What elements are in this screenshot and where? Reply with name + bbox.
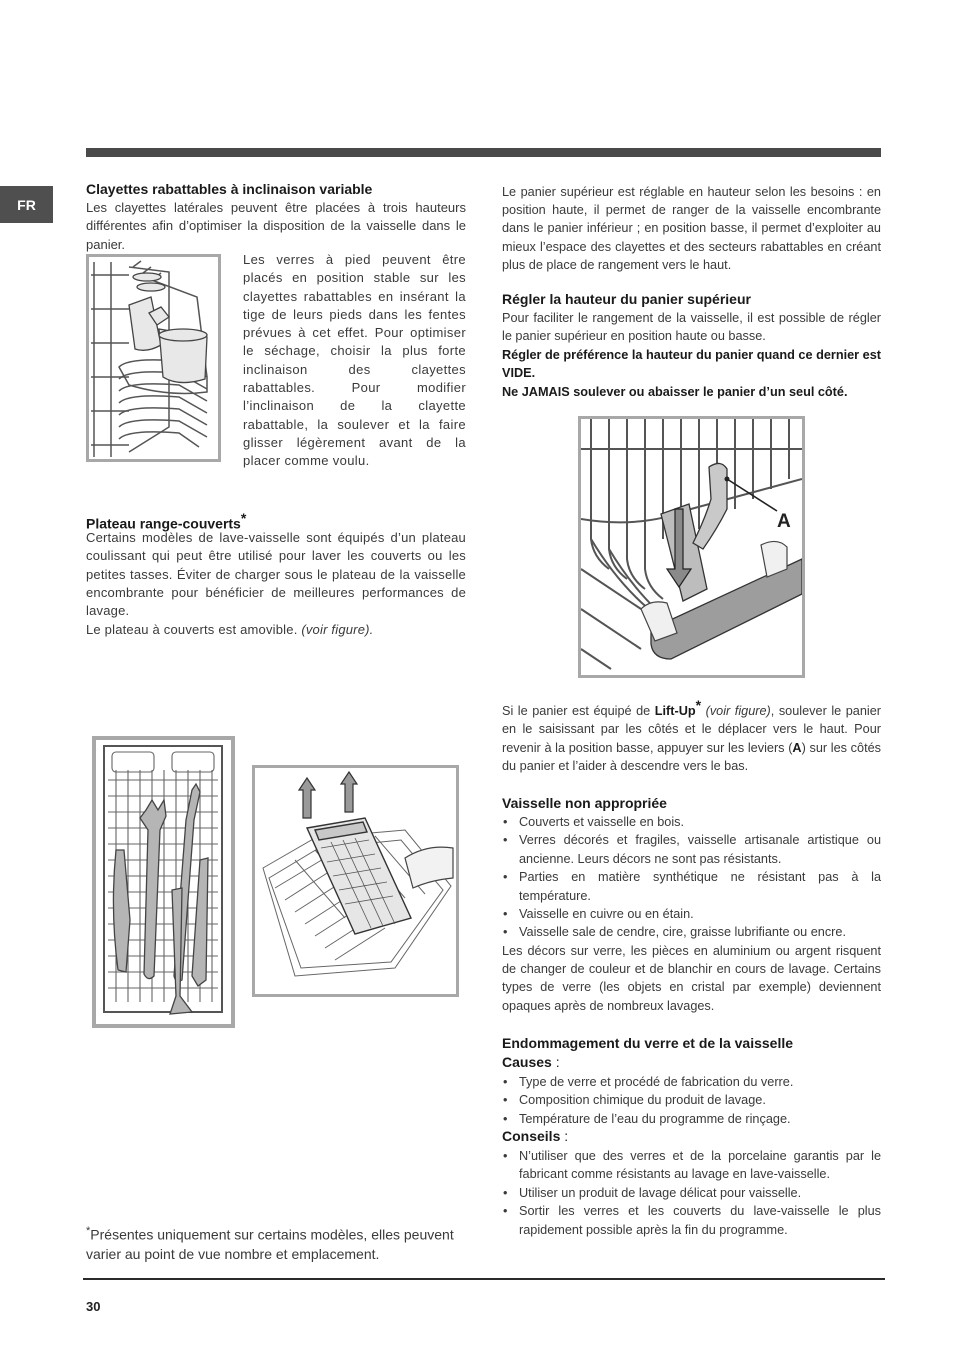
page-number: 30	[86, 1299, 101, 1314]
lift-up-drawing	[581, 419, 802, 675]
plateau-title-asterisk: *	[240, 510, 247, 526]
plateau-removable-ref: (voir figure).	[301, 622, 374, 637]
plateau-removable-text: Le plateau à couverts est amovible.	[86, 622, 298, 637]
tray-removal-drawing	[255, 768, 456, 994]
section-title-endommagement: Endommagement du verre et de la vaisselle	[502, 1035, 794, 1051]
conseils-colon: :	[560, 1128, 569, 1144]
section-title-hauteur: Régler la hauteur du panier supérieur	[502, 291, 751, 307]
figure-lift-up	[578, 416, 805, 678]
footnote-text: Présentes uniquement sur certains modèles, elles peuvent varier au point de vue nombre et emplacement.	[86, 1226, 454, 1262]
list-item: • Sortir les verres et les couverts du lave-vaisselle le plus rapidement possible après la fin du programme.	[502, 1202, 881, 1239]
causes-list	[502, 1073, 881, 1128]
list-item: • Vaisselle sale de cendre, cire, graisse lubrifiante ou encre.	[502, 923, 881, 941]
causes-colon: :	[551, 1054, 560, 1070]
plateau-title-text: Plateau range-couverts	[86, 515, 241, 532]
figure-cutlery-tray-top	[92, 736, 235, 1028]
section-title-clayettes: Clayettes rabattables à inclinaison variable	[86, 181, 373, 197]
lift-up-mid: , soulever le panier en le saisissant par les côtés et le déplacer vers le haut. Pour revenir à la position basse, appuyer sur les leviers (	[502, 704, 881, 755]
unsuitable-list	[502, 813, 881, 942]
section-title-non-appropriee: Vaisselle non appropriée	[502, 795, 667, 811]
list-item: • Utiliser un produit de lavage délicat pour vaisselle.	[502, 1184, 881, 1202]
list-item: • Verres décorés et fragiles, vaisselle artisanale artistique ou ancienne. Leurs décors ne sont pas résistants.	[502, 831, 881, 868]
figure-fold-down-shelves	[86, 254, 221, 462]
shelf-drawing	[89, 257, 218, 459]
causes-heading	[502, 1054, 560, 1070]
plateau-body: Certains modèles de lave-vaisselle sont équipés d’un plateau coulissant qui peut être utilisé pour laver les couverts ou les petites tasses. Éviter de charger sous le plateau de la vaisselle encombrante pour bénéficier de meilleures performances de lavage.	[86, 530, 466, 619]
lift-up-ref: (voir figure)	[701, 704, 771, 719]
figure-cutlery-tray-removal	[252, 765, 459, 997]
plateau-removable	[86, 621, 466, 639]
lift-up-name: Lift-Up	[654, 704, 696, 719]
lift-up-asterisk: *	[695, 697, 702, 713]
list-item: • Composition chimique du produit de lavage.	[502, 1091, 881, 1109]
hauteur-warning-one-side: Ne JAMAIS soulever ou abaisser le panier d’un seul côté.	[502, 385, 848, 399]
lift-up-pre: Si le panier est équipé de	[502, 704, 655, 719]
hauteur-warning-empty: Régler de préférence la hauteur du panier quand ce dernier est VIDE.	[502, 348, 881, 381]
lift-up-lever-label: A	[777, 511, 791, 532]
language-tab	[0, 186, 53, 223]
conseils-heading	[502, 1128, 568, 1144]
list-item: • Type de verre et procédé de fabrication du verre.	[502, 1073, 881, 1091]
conseils-list	[502, 1147, 881, 1239]
list-item: • N’utiliser que des verres et de la porcelaine garantis par le fabricant comme résistants au lavage en lave-vaisselle.	[502, 1147, 881, 1184]
lift-up-lever-ref: A	[792, 740, 802, 755]
footer-rule	[83, 1278, 885, 1280]
list-item: • Couverts et vaisselle en bois.	[502, 813, 881, 831]
footnote	[86, 1222, 471, 1264]
decors-warning: Les décors sur verre, les pièces en aluminium ou argent risquent de changer de couleur et de blanchir en cours de lavage. Certains types de verre (les objets en cristal par exemple) deviennent opaques après de nombreux lavages.	[502, 944, 881, 1013]
footnote-asterisk: *	[86, 1225, 91, 1237]
causes-label: Causes	[502, 1054, 552, 1070]
header-rule	[86, 148, 881, 157]
list-item: • Parties en matière synthétique ne résistant pas à la température.	[502, 868, 881, 905]
clayettes-side-text: Les verres à pied peuvent être placés en position stable sur les clayettes rabattables en insérant la tige de leurs pieds dans les fentes prévues à cet effet. Pour optimiser le séchage, choisir la plus forte inclinaison des clayettes rabattables. Pour modifier l’inclinaison de la clayette rabattable, la soulever et la faire glisser légèrement avant de la placer comme voulu.	[243, 252, 466, 469]
list-item: • Vaisselle en cuivre ou en étain.	[502, 905, 881, 923]
upper-basket-intro: Le panier supérieur est réglable en hauteur selon les besoins : en position haute, il permet de ranger de la vaisselle encombrante dans le panier inférieur ; en position basse, il permet d’exploiter au mieux l’espace des clayettes et des secteurs rabattables en créant plus de place de rangement vers le haut.	[502, 185, 881, 272]
cutlery-tray-drawing	[96, 740, 231, 1024]
lift-up-post: ) sur les côtés du panier et l’aider à descendre vers le bas.	[502, 740, 881, 773]
language-tab-label: FR	[17, 196, 36, 213]
hauteur-body: Pour faciliter le rangement de la vaisselle, il est possible de régler le panier supérieur en position haute ou basse.	[502, 311, 881, 344]
conseils-label: Conseils	[502, 1128, 561, 1144]
clayettes-intro: Les clayettes latérales peuvent être placées à trois hauteurs différentes afin d’optimiser la disposition de la vaisselle dans le panier.	[86, 200, 466, 252]
list-item: • Température de l’eau du programme de rinçage.	[502, 1110, 881, 1128]
lift-up-body	[502, 696, 881, 775]
